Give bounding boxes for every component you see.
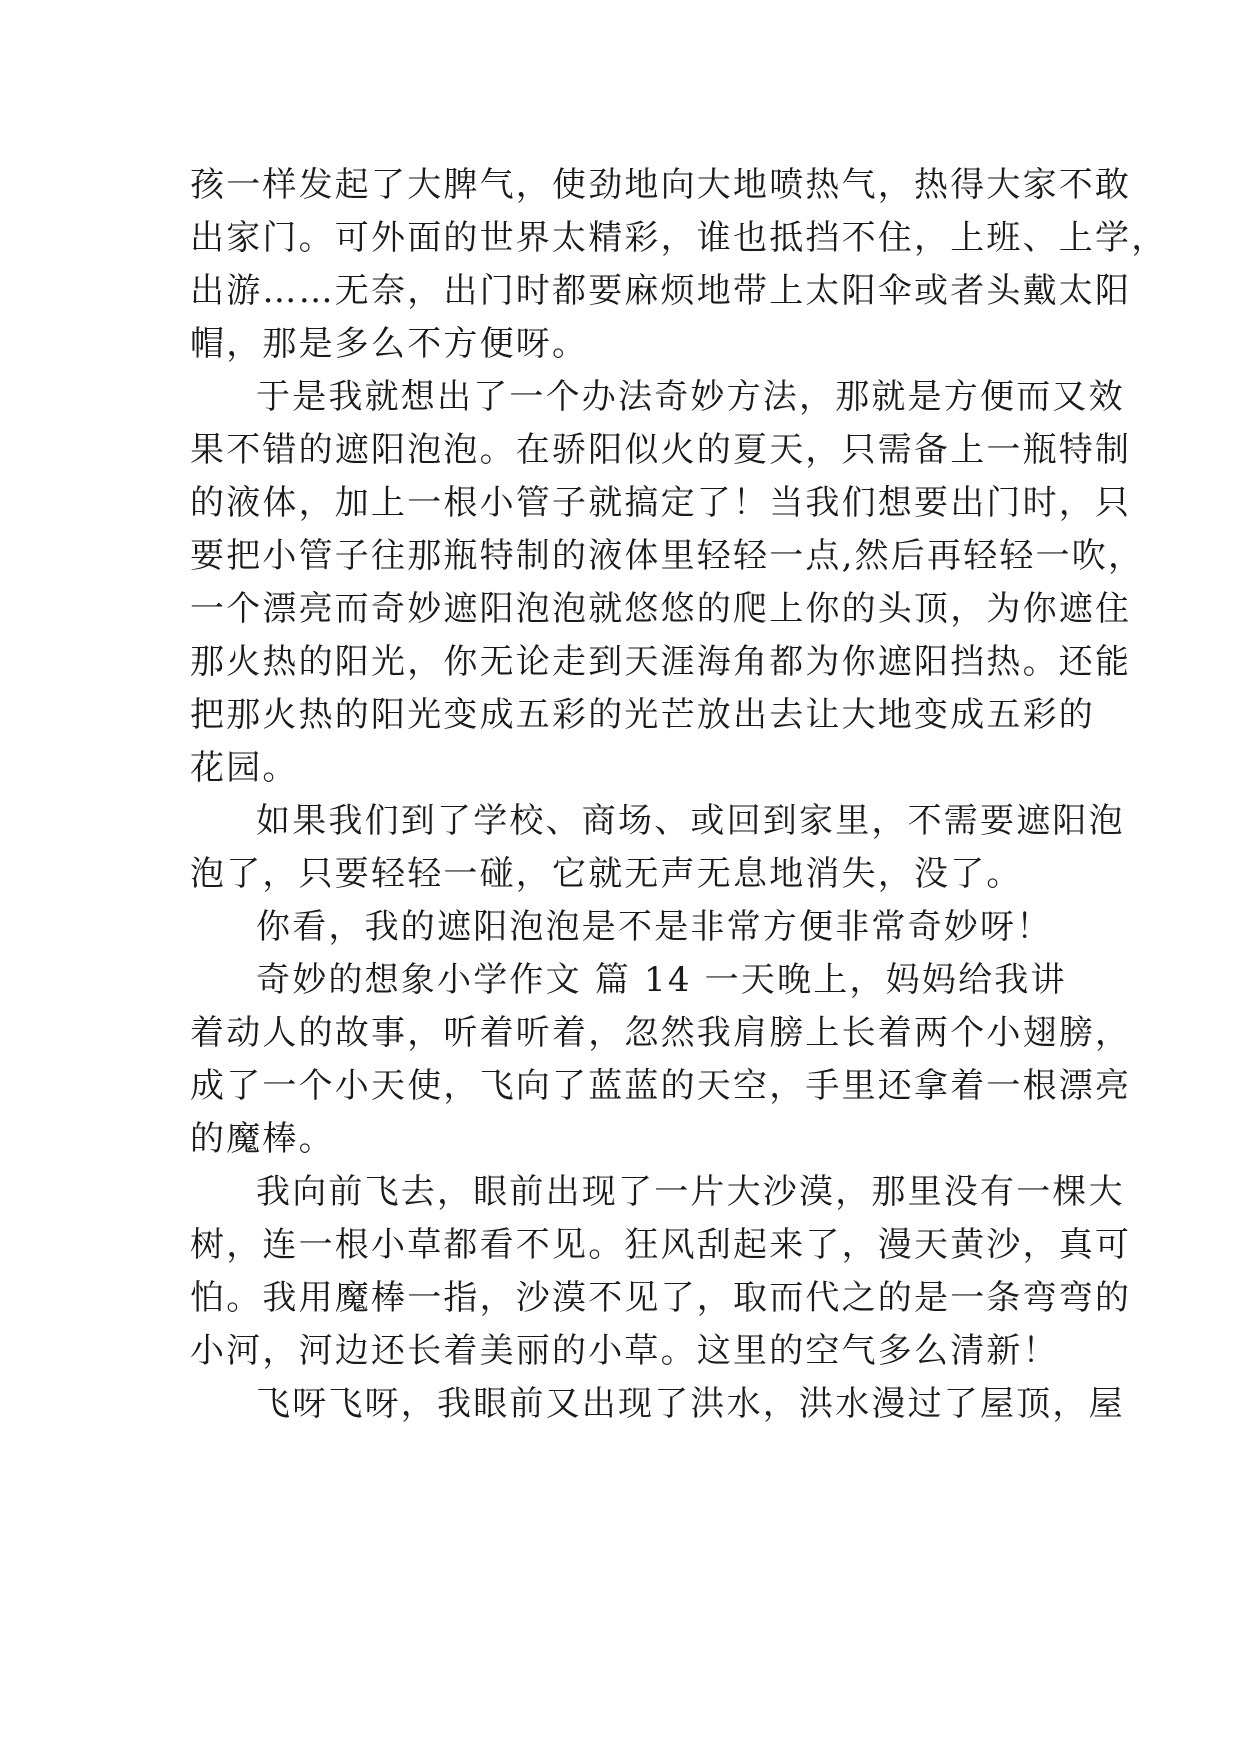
text-line: 小河，河边还长着美丽的小草。这里的空气多么清新！ (190, 1331, 1059, 1371)
paragraph-first-line: 我向前飞去，眼前出现了一片大沙漠，那里没有一棵大 (256, 1172, 1125, 1212)
paragraph-first-line: 你看，我的遮阳泡泡是不是非常方便非常奇妙呀！ (256, 907, 1053, 947)
text-line: 树，连一根小草都看不见。狂风刮起来了，漫天黄沙，真可 (190, 1225, 1132, 1265)
text-line: 那火热的阳光，你无论走到天涯海角都为你遮阳挡热。还能 (190, 642, 1132, 682)
text-line: 帽，那是多么不方便呀。 (190, 324, 589, 364)
text-line: 孩一样发起了大脾气，使劲地向大地喷热气，热得大家不敢 (190, 165, 1132, 205)
text-line: 一个漂亮而奇妙遮阳泡泡就悠悠的爬上你的头顶，为你遮住 (190, 589, 1132, 629)
text-line: 出家门。可外面的世界太精彩，谁也抵挡不住，上班、上学， (190, 218, 1168, 258)
text-line: 把那火热的阳光变成五彩的光芒放出去让大地变成五彩的 (190, 695, 1095, 735)
text-line: 泡了，只要轻轻一碰，它就无声无息地消失，没了。 (190, 854, 1023, 894)
text-line: 的魔棒。 (190, 1119, 335, 1159)
text-line: 花园。 (190, 748, 299, 788)
paragraph-first-line: 于是我就想出了一个办法奇妙方法，那就是方便而又效 (256, 377, 1125, 417)
text-line: 怕。我用魔棒一指，沙漠不见了，取而代之的是一条弯弯的 (190, 1278, 1132, 1318)
section-heading-line: 奇妙的想象小学作文 篇 14 一天晚上，妈妈给我讲 (256, 960, 1067, 1000)
text-line: 成了一个小天使，飞向了蓝蓝的天空，手里还拿着一根漂亮 (190, 1066, 1132, 1106)
text-line: 出游……无奈，出门时都要麻烦地带上太阳伞或者头戴太阳 (190, 271, 1132, 311)
text-line: 要把小管子往那瓶特制的液体里轻轻一点,然后再轻轻一吹， (190, 536, 1145, 576)
paragraph-first-line: 如果我们到了学校、商场、或回到家里，不需要遮阳泡 (256, 801, 1125, 841)
text-line: 的液体，加上一根小管子就搞定了！当我们想要出门时，只 (190, 483, 1132, 523)
paragraph-first-line: 飞呀飞呀，我眼前又出现了洪水，洪水漫过了屋顶，屋 (256, 1384, 1125, 1424)
text-line: 着动人的故事，听着听着，忽然我肩膀上长着两个小翅膀， (190, 1013, 1132, 1053)
text-line: 果不错的遮阳泡泡。在骄阳似火的夏天，只需备上一瓶特制 (190, 430, 1132, 470)
